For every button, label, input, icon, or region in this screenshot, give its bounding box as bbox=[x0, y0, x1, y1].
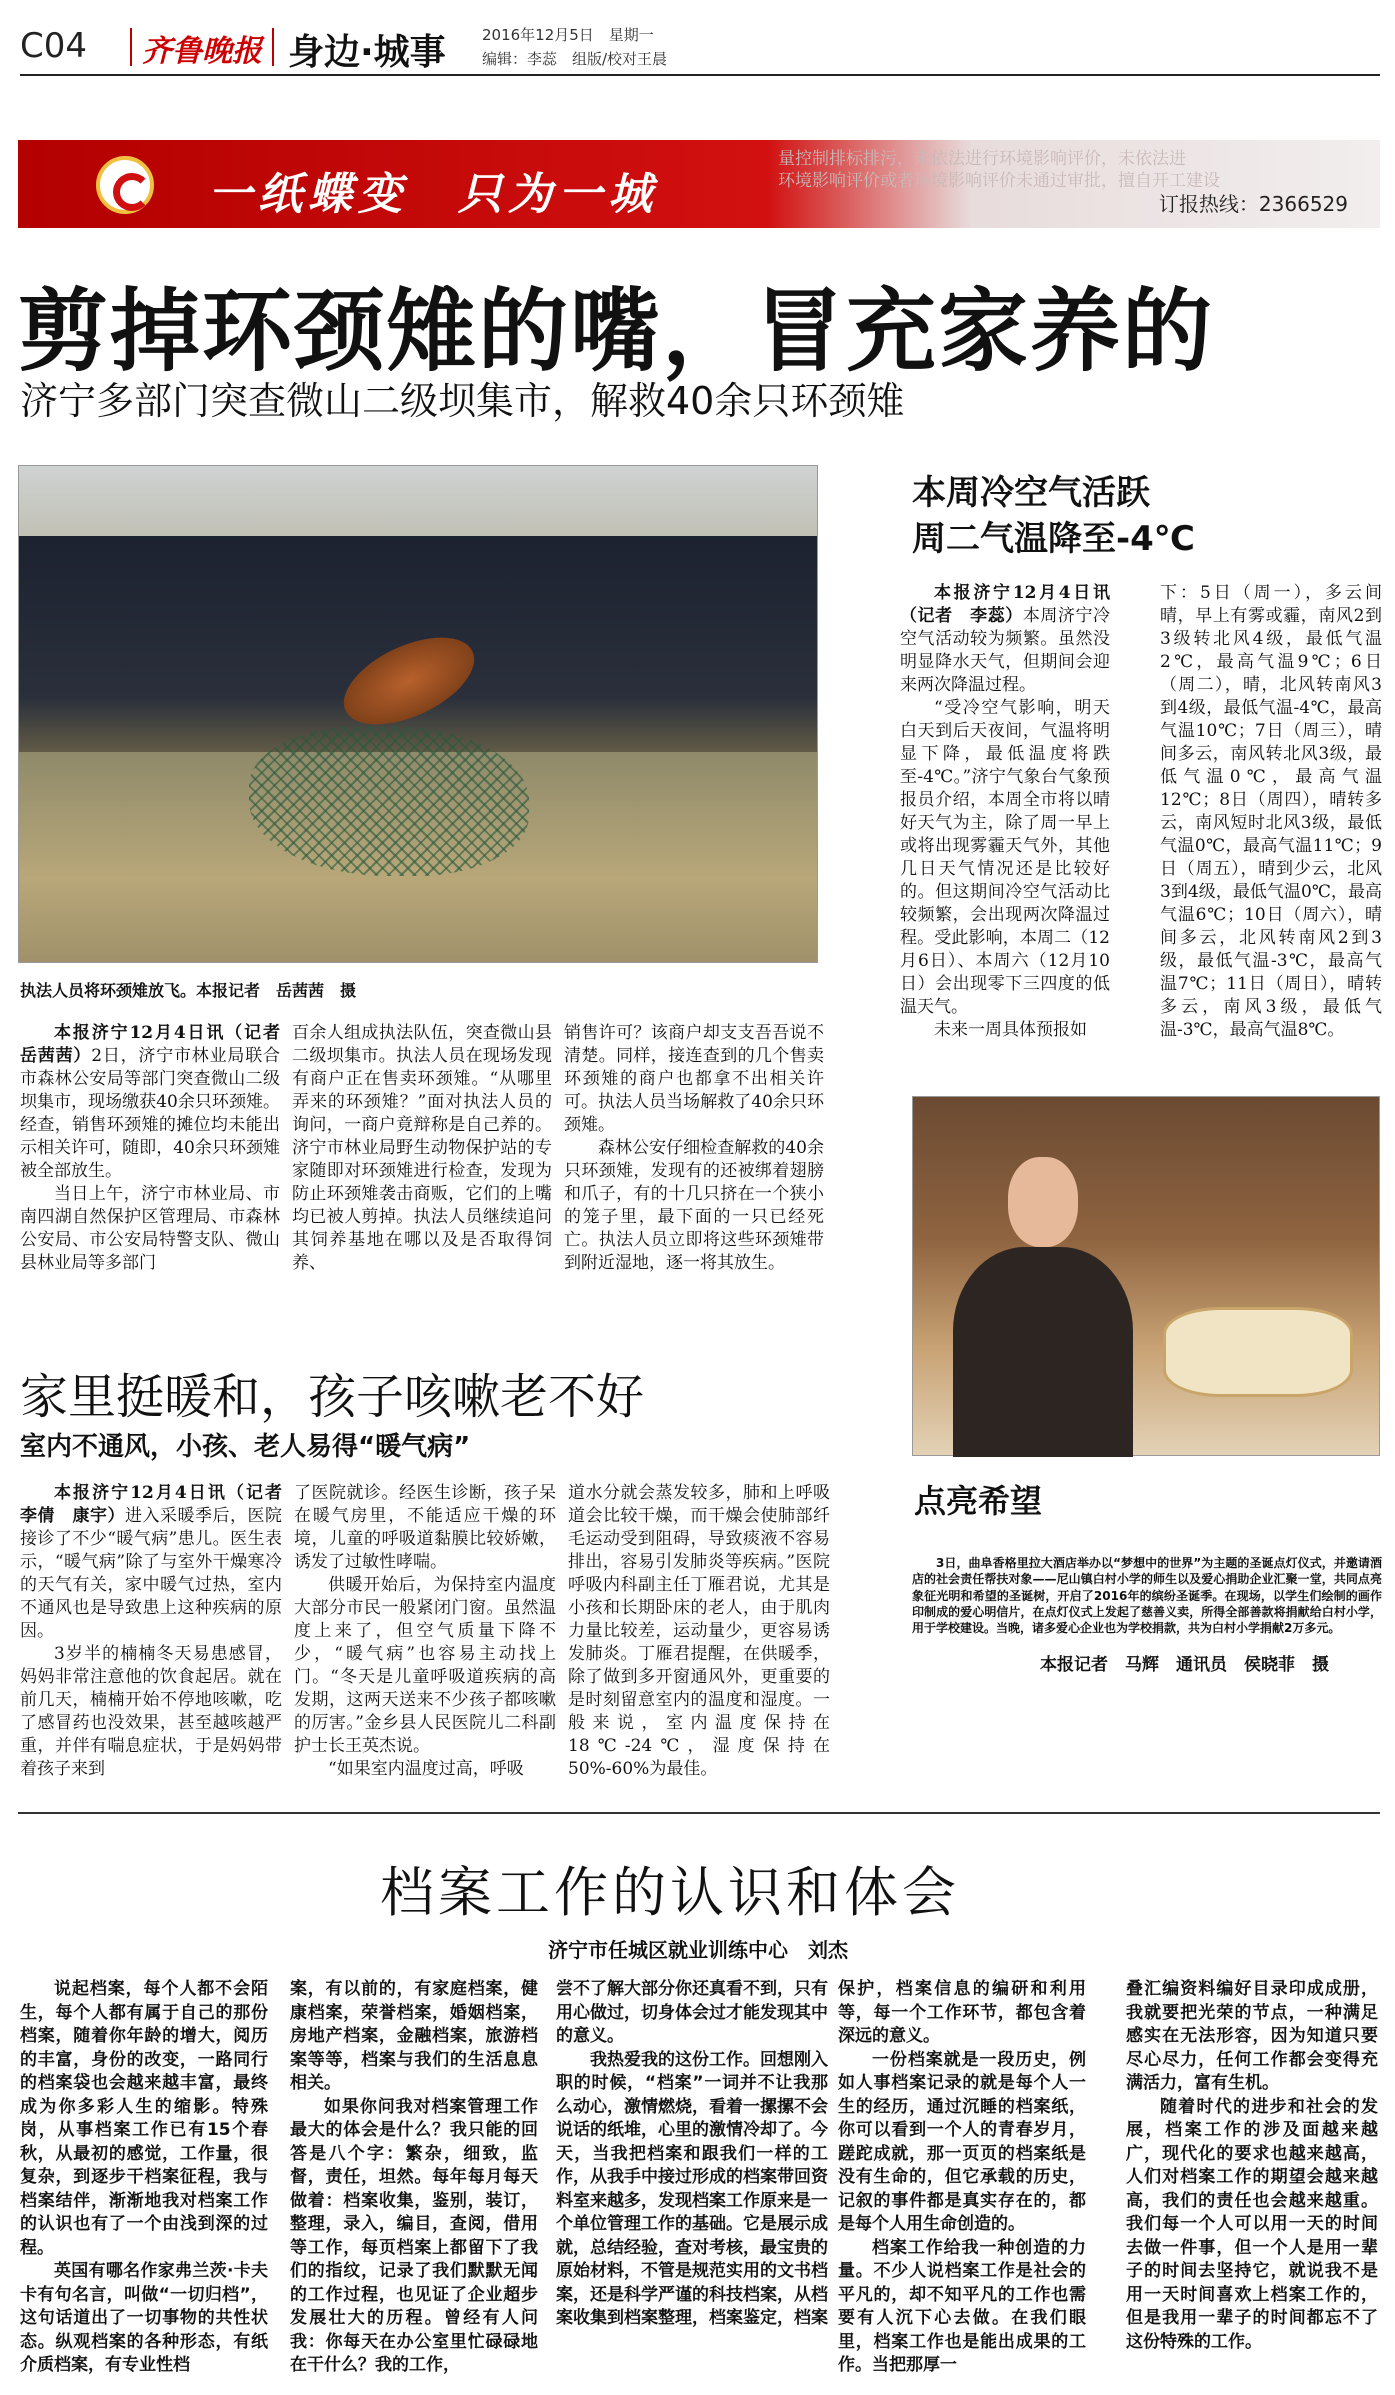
newspaper-logo-icon bbox=[96, 156, 154, 214]
story2-headline: 家里挺暖和，孩子咳嗽老不好 bbox=[20, 1369, 645, 1425]
page-header bbox=[20, 18, 1380, 76]
header-divider bbox=[272, 28, 274, 66]
essay-title: 档案工作的认识和体会 bbox=[380, 1861, 960, 1924]
byline: 本报济宁12月4日讯（记者 李蕊） bbox=[900, 583, 1110, 626]
banner-ghost-text: 量控制排标排污，未依法进行环境影响评价，未依法进 环境影响评价或者环境影响评价未通过审批，擅自开工建设 bbox=[778, 149, 1220, 191]
section-divider bbox=[18, 1812, 1380, 1814]
weather-column-2: 下：5日（周一），多云间晴，早上有雾或霾，南风2到3级转北风4级，最低气温2℃，最高气温9℃；6日（周二），晴，北风转南风3到4级，最低气温-4℃，最高气温10℃；7日（周三），晴间多云，南风转北风3级，最低气温0℃，最高气温12℃；8日（周四），晴转多云，南风短时北风3级，最低气温0℃，最高气温11℃；9日（周五），晴到少云，北风3到4级，最低气温0℃，最高气温6℃；10日（周六），晴间多云，北风转南风2到3级，最低气温-3℃，最高气温7℃；11日（周日），晴转多云，南风3级，最低气温-3℃，最高气温8℃。 bbox=[1160, 583, 1382, 1040]
christmas-event-photo bbox=[912, 1096, 1380, 1456]
story2-subhead: 室内不通风，小孩、老人易得“暖气病” bbox=[20, 1432, 471, 1462]
weather-headline: 本周冷空气活跃 周二气温降至-4℃ bbox=[912, 473, 1195, 559]
story1-column-1: 本报济宁12月4日讯（记者 岳茜茜）2日，济宁市林业局联合市森林公安局等部门突查微山二级坝集市，现场缴获40余只环颈雉。经查，销售环颈雉的摊位均未能出示相关许可，随即，40余只环颈雉被全部放生。 当日上午，济宁市林业局、市南四湖自然保护区管理局、市森林公安局、市公安局特警支队、微山县林业局等多部门 bbox=[20, 1023, 297, 1273]
banner-slogan: 一纸蝶变 只为一城 bbox=[208, 169, 658, 220]
essay-column-2: 案，有以前的，有家庭档案，健康档案，荣誉档案，婚姻档案，房地产档案，金融档案，旅游档案等等，档案与我们的生活息息相关。 如果你问我对档案管理工作最大的体会是什么？我只能的回答是八个字：繁杂，细致，监督，责任，坦然。每年每月每天做着：档案收集，鉴别，装订，整理，录入，编目，查阅，借用等工作，每页档案上都留下了我们的指纹，记录了我们默默无闻的工作过程，也见证了企业超步发展壮大的历程。曾经有人问我：你每天在办公室里忙碌碌地在干什么？我的工作， bbox=[290, 1979, 538, 2375]
bright-hope-title: 点亮希望 bbox=[914, 1482, 1043, 1520]
header-rule bbox=[20, 74, 1380, 76]
essay-column-3: 尝不了解大部分你还真看不到，只有用心做过，切身体会过才能发现其中的意义。 我热爱我的这份工作。回想刚入职的时候，“档案”一词并不让我那么动心，激情燃烧，看着一摞摞不会说话的纸堆，心里的激情冷却了。今天，当我把档案和跟我们一样的工作，从我手中接过形成的档案带回资料室来越多，发现档案工作原来是一个单位管理工作的基础。它是展示成就，总结经验，查对考核，最宝贵的原始材料，不管是规范实用的文书档案，还是科学严谨的科技档案，从档案收集到档案整理，档案鉴定，档案 bbox=[556, 1979, 828, 2328]
newspaper-name: 齐鲁晚报 bbox=[142, 34, 262, 69]
story1-column-2: 百余人组成执法队伍，突查微山县二级坝集市。执法人员在现场发现有商户正在售卖环颈雉。“从哪里弄来的环颈雉？”面对执法人员的询问，一商户竟辩称是自己养的。济宁市林业局野生动物保护站的专家随即对环颈雉进行检查，发现为防止环颈雉袭击商贩，它们的上嘴均已被人剪掉。执法人员继续追问其饲养基地在哪以及是否取得饲养、 bbox=[292, 1023, 552, 1273]
weather-column-1: 本报济宁12月4日讯（记者 李蕊）本周济宁冷空气活动较为频繁。虽然没明显降水天气，但期间会迎来两次降温过程。 “受冷空气影响，明天白天到后天夜间，气温将明显下降，最低温度将跌至-4℃。”济宁气象台气象预报员介绍，本周全市将以晴好天气为主，除了周一早上或将出现雾霾天气外，其他几日天气情况还是比较好的。但这期间冷空气活动比较频繁，会出现两次降温过程。受此影响，本周二（12月6日）、本周六（12月10日）会出现零下三四度的低温天气。 未来一周具体预报如 bbox=[900, 583, 1111, 1040]
promo-banner bbox=[18, 140, 1380, 228]
issue-date: 2016年12月5日 星期一 bbox=[482, 26, 654, 44]
essay-column-1: 说起档案，每个人都不会陌生，每个人都有属于自己的那份档案，随着你年龄的增大，阅历的丰富，身份的改变，一路同行的档案袋也会越来越丰富，最终成为你多彩人生的缩影。特殊岗，从事档案工作已有15个春秋，从最初的感觉，工作量，很复杂，到逐步干档案征程，我与档案结伴，渐渐地我对档案工作的认识也有了一个由浅到深的过程。 英国有哪名作家弗兰茨·卡夫卡有句名言，叫做“一切归档”，这句话道出了一切事物的共性状态。纵观档案的各种形态，有纸介质档案，有专业性档 bbox=[20, 1979, 268, 2375]
editor-credits: 编辑：李蕊 组版/校对王晨 bbox=[482, 50, 668, 68]
byline: 本报济宁12月4日讯（记者 岳茜茜） bbox=[20, 1023, 297, 1066]
story2-column-3: 道水分就会蒸发较多，肺和上呼吸道会比较干燥，而干燥会使肺部纤毛运动受到阻碍，导致痰液不容易排出，容易引发肺炎等疾病。”医院呼吸内科副主任丁雁君说，尤其是小孩和长期卧床的老人，由于肌肉力量比较差，运动量少，更容易诱发肺炎。丁雁君提醒，在供暖季，除了做到多开窗通风外，更重要的是时刻留意室内的温度和湿度。一般来说，室内温度保持在18℃-24℃，湿度保持在50%-60%为最佳。 bbox=[568, 1483, 830, 1779]
story1-subhead: 济宁多部门突查微山二级坝集市，解救40余只环颈雉 bbox=[20, 379, 905, 423]
section-name: 身边·城事 bbox=[288, 32, 446, 73]
essay-author: 济宁市任城区就业训练中心 刘杰 bbox=[548, 1938, 848, 1962]
subscription-hotline: 订报热线：2366529 bbox=[1158, 192, 1348, 216]
story1-headline: 剪掉环颈雉的嘴，冒充家养的 bbox=[18, 279, 1214, 384]
byline: 本报济宁12月4日讯（记者 李倩 康宇） bbox=[20, 1483, 299, 1526]
essay-column-5: 叠汇编资料编好目录印成成册，我就要把光荣的节点，一种满足感实在无法形容，因为知道只要尽心尽力，任何工作都会变得充满活力，富有生机。 随着时代的进步和社会的发展，档案工作的涉及面越来越广，现代化的要求也越来越高，人们对档案工作的期望会越来越高，我们的责任也会越来越重。我们每一个人可以用一天的时间去做一件事，但一个人是用一辈子的时间去坚持它，就说我不是用一天时间喜欢上档案工作的，但是我用一辈子的时间都忘不了这份特殊的工作。 bbox=[1126, 1979, 1378, 2352]
photo-caption: 执法人员将环颈雉放飞。本报记者 岳茜茜 摄 bbox=[20, 981, 357, 1000]
story1-column-3: 销售许可？该商户却支支吾吾说不清楚。同样，接连查到的几个售卖环颈雉的商户也都拿不出相关许可。执法人员当场解救了40余只环颈雉。 森林公安仔细检查解救的40余只环颈雉，发现有的还被绑着翅膀和爪子，有的十几只挤在一个狭小的笼子里，最下面的一只已经死亡。执法人员立即将这些环颈雉带到附近湿地，逐一将其放生。 bbox=[564, 1023, 824, 1273]
header-divider bbox=[130, 28, 132, 66]
story2-column-2: 了医院就诊。经医生诊断，孩子呆在暖气房里，不能适应干燥的环境，儿童的呼吸道黏膜比较娇嫩，诱发了过敏性哮喘。 供暖开始后，为保持室内温度大部分市民一般紧闭门窗。虽然温度上来了，但空气质量下降不少，“暖气病”也容易主动找上门。“冬天是儿童呼吸道疾病的高发期，这两天送来不少孩子都咳嗽的厉害。”金乡县人民医院儿二科副护士长王英杰说。 “如果室内温度过高，呼吸 bbox=[294, 1483, 556, 1779]
story2-column-1: 本报济宁12月4日讯（记者 李倩 康宇）进入采暖季后，医院接诊了不少“暖气病”患儿。医生表示，“暖气病”除了与室外干燥寒冷的天气有关，家中暖气过热，室内不通风也是导致患上这种疾病的原因。 3岁半的楠楠冬天易患感冒，妈妈非常注意他的饮食起居。就在前几天，楠楠开始不停地咳嗽，吃了感冒药也没效果，甚至越咳越严重，并伴有喘息症状，于是妈妈带着孩子来到 bbox=[20, 1483, 299, 1779]
page-number: C04 bbox=[20, 26, 88, 66]
pheasant-release-photo bbox=[18, 465, 818, 963]
essay-column-4: 保护，档案信息的编研和利用等，每一个工作环节，都包含着深远的意义。 一份档案就是一段历史，例如人事档案记录的就是每个人一生的经历，通过沉睡的档案纸，你可以看到一个人的青春岁月，蹉跎成就，那一页页的档案纸是没有生命的，但它承载的历史，记叙的事件都是真实存在的，都是每个人用生命创造的。 档案工作给我一种创造的力量。不少人说档案工作是社会的平凡的，却不知平凡的工作也需要有人沉下心去做。在我们眼里，档案工作也是能出成果的工作。当把那厚一 bbox=[838, 1979, 1086, 2375]
bright-hope-text: 3日，曲阜香格里拉大酒店举办以“梦想中的世界”为主题的圣诞点灯仪式，并邀请酒店的社会责任帮扶对象——尼山镇白村小学的师生以及爱心捐助企业汇聚一堂，共同点亮象征光明和希望的圣诞树，开启了2016年的缤纷圣诞季。在现场，以学生们绘制的画作印制成的爱心明信片，在点灯仪式上发起了慈善义卖，所得全部善款将捐献给白村小学，用于学校建设。当晚，诸多爱心企业也为学校捐款，共为白村小学捐献2万多元。 bbox=[912, 1556, 1382, 1636]
bright-hope-credit: 本报记者 马辉 通讯员 侯晓菲 摄 bbox=[1040, 1655, 1329, 1675]
